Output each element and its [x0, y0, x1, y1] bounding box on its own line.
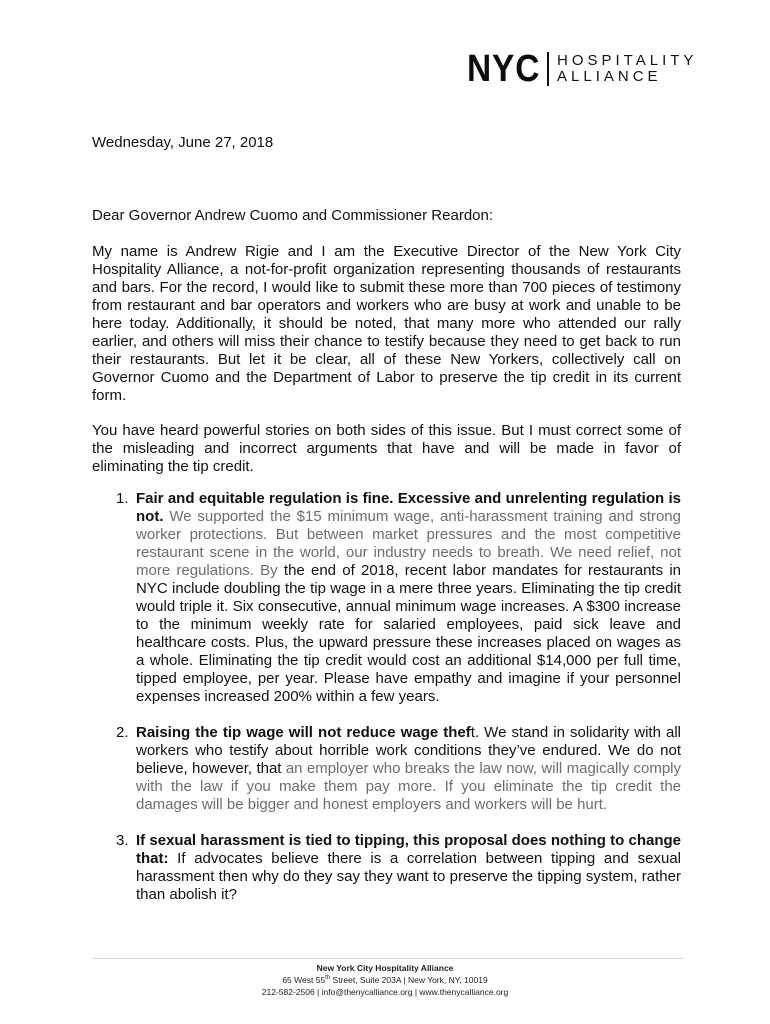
logo-word-alliance: ALLIANCE: [557, 68, 662, 85]
list-item-text: If advocates believe there is a correlation between tipping and sexual harassment then why do they say they want to preserve the tipping system, rather than abolish it?: [136, 850, 681, 903]
footer-address-rest: Street, Suite 203A | New York, NY, 10019: [330, 975, 488, 985]
logo-nyc-text: NYC: [467, 48, 541, 90]
paragraph-intro: My name is Andrew Rigie and I am the Executive Director of the New York City Hospitality Alliance, a not-for-profit organization representing thousands of restaurants and bars. For the record, I would like to submit these more than 700 pieces of testimony from restaurant and bar operators and workers who are busy at work and unable to be here today. Additionally, it should be noted, that many more who attended our rally earlier, and others will miss their chance to testify because they need to get back to run their restaurants. But let it be clear, all of these New Yorkers, collectively call on Governor Cuomo and the Department of Labor to preserve the tip credit in its current form.: [92, 243, 681, 404]
nyc-hospitality-alliance-logo: [467, 50, 697, 88]
footer-address: [0, 974, 770, 986]
list-item-number: 3.: [116, 832, 129, 849]
list-item-heading: Fair and equitable regulation is fine. Excessive and unrelenting regulation is not.: [136, 490, 681, 525]
footer-address-street: 65 West 55: [282, 975, 326, 985]
list-item-number: 1.: [116, 490, 129, 507]
list-item-heading: If sexual harassment is tied to tipping, this proposal does nothing to change that:: [136, 832, 681, 867]
list-item-gray-text: We supported the $15 minimum wage, anti-harassment training and strong worker protections. But between market pressures and the most competitive restaurant scene in the world, our industry needs to breath. We need relief, not more regulations. By: [136, 508, 681, 579]
logo-divider: [547, 52, 549, 86]
letter-date: Wednesday, June 27, 2018: [92, 134, 274, 151]
argument-list: [92, 490, 681, 922]
list-item-gray-text: an employer who breaks the law now, will magically comply with the law if you make them pay more. If you eliminate the tip credit the damages will be bigger and honest employers and workers will be hurt.: [136, 760, 681, 813]
list-item-heading: Raising the tip wage will not reduce wage thef: [136, 724, 471, 741]
letter-footer: [0, 962, 770, 998]
logo-word-hospitality: HOSPITALITY: [557, 52, 698, 69]
letter-salutation: Dear Governor Andrew Cuomo and Commissioner Reardon:: [92, 207, 494, 224]
logo-words: [557, 53, 697, 85]
footer-org-name: New York City Hospitality Alliance: [316, 963, 454, 973]
paragraph-context: You have heard powerful stories on both sides of this issue. But I must correct some of the misleading and incorrect arguments that have and will be made in favor of eliminating the tip credit.: [92, 422, 681, 475]
footer-contact: 212-582-2506 | info@thenycalliance.org | www.thenycalliance.org: [261, 987, 509, 997]
list-item: [92, 832, 681, 904]
list-item: [92, 724, 681, 814]
footer-address-sup: th: [325, 975, 331, 982]
list-item: [92, 490, 681, 706]
list-item-number: 2.: [116, 724, 129, 741]
list-item-text: the end of 2018, recent labor mandates for restaurants in NYC include doubling the tip wage in a mere three years. Eliminating the tip credit would triple it. Six consecutive, annual minimum wage increases. A $300 increase to the minimum weekly rate for salaried employees, paid sick leave and healthcare costs. Plus, the upward pressure these increases placed on wages as a whole. Eliminating the tip credit would cost an additional $14,000 per full time, tipped employee, per year. Please have empathy and imagine if your personnel expenses increased 200% within a few years.: [136, 562, 681, 705]
footer-divider: [92, 958, 684, 959]
list-item-text: t. We stand in solidarity with all workers who testify about horrible work conditions they’ve endured. We do not believe, however, that: [136, 724, 682, 777]
